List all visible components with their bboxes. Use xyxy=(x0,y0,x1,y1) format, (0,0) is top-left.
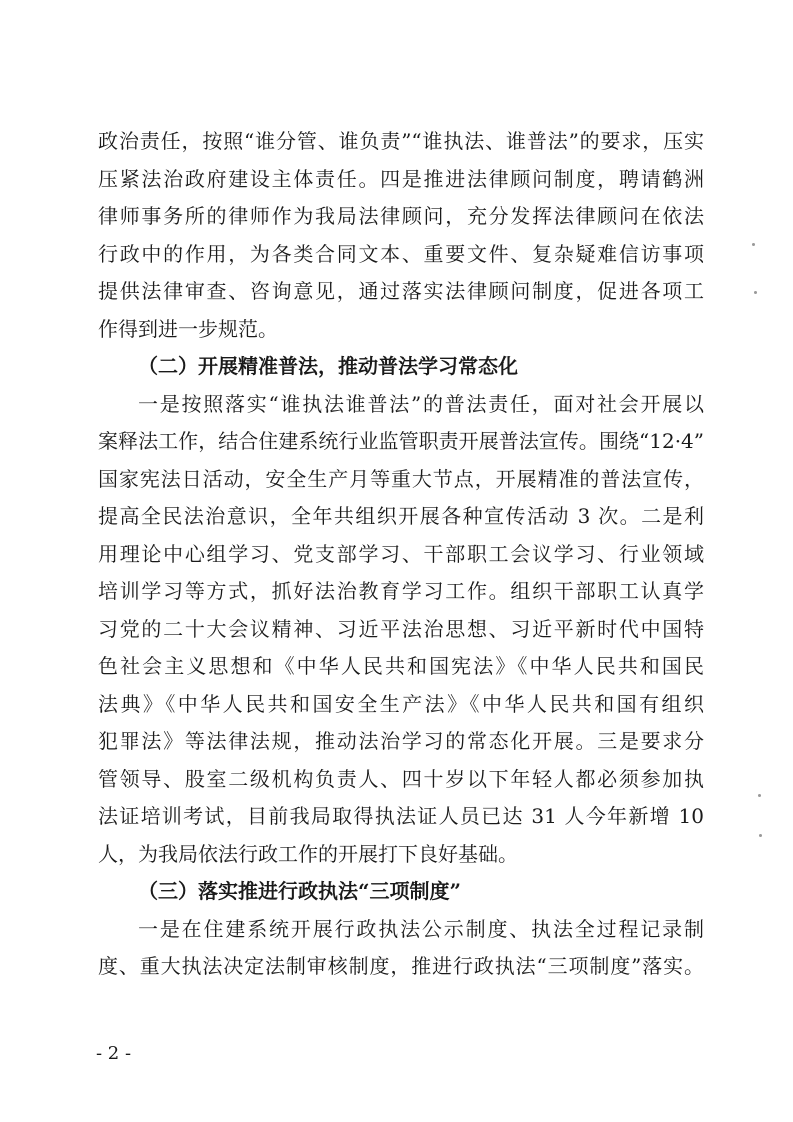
text-line: 律师事务所的律师作为我局法律顾问，充分发挥法律顾问在依法 xyxy=(98,204,704,228)
section-heading: （三）落实推进行政执法“三项制度” xyxy=(138,879,462,903)
text-line: 度、重大执法决定法制审核制度，推进行政执法“三项制度”落实。 xyxy=(98,954,704,978)
text-line: 犯罪法》等法律法规，推动法治学习的常态化开展。三是要求分 xyxy=(98,729,704,753)
text-line: 一是按照落实“谁执法谁普法”的普法责任，面对社会开展以 xyxy=(138,391,704,416)
text-line: 行政中的作用，为各类合同文本、重要文件、复杂疑难信访事项 xyxy=(98,241,704,266)
text-line: 压紧法治政府建设主体责任。四是推进法律顾问制度，聘请鹤洲 xyxy=(98,166,704,191)
text-line: 色社会主义思想和《中华人民共和国宪法》《中华人民共和国民 xyxy=(98,654,704,678)
text-line: 培训学习等方式，抓好法治教育学习工作。组织干部职工认真学 xyxy=(98,579,704,603)
text-line: 作得到进一步规范。 xyxy=(98,316,278,341)
text-line: 人，为我局依法行政工作的开展打下良好基础。 xyxy=(98,841,518,866)
text-line: 提高全民法治意识，全年共组织开展各种宣传活动 3 次。二是利 xyxy=(98,504,704,528)
text-line: 一是在住建系统开展行政执法公示制度、执法全过程记录制 xyxy=(138,916,704,941)
text-line: 用理论中心组学习、党支部学习、干部职工会议学习、行业领域 xyxy=(98,541,704,566)
scan-speck xyxy=(754,291,757,294)
text-line: 法证培训考试，目前我局取得执法证人员已达 31 人今年新增 10 xyxy=(98,804,704,828)
section-heading: （二）开展精准普法，推动普法学习常态化 xyxy=(138,354,518,378)
text-line: 案释法工作，结合住建系统行业监管职责开展普法宣传。围绕“12·4” xyxy=(98,429,704,453)
text-line: 提供法律审查、咨询意见，通过落实法律顾问制度，促进各项工 xyxy=(98,279,704,303)
text-line: 习党的二十大会议精神、习近平法治思想、习近平新时代中国特 xyxy=(98,616,704,641)
page-number: - 2 - xyxy=(96,1043,132,1064)
body-text xyxy=(98,123,704,986)
scan-speck xyxy=(759,834,762,837)
scan-speck xyxy=(758,794,761,797)
text-line: 管领导、股室二级机构负责人、四十岁以下年轻人都必须参加执 xyxy=(98,766,704,791)
scan-speck xyxy=(752,243,755,246)
text-line: 法典》《中华人民共和国安全生产法》《中华人民共和国有组织 xyxy=(98,691,704,716)
text-line: 国家宪法日活动，安全生产月等重大节点，开展精准的普法宣传， xyxy=(98,466,704,491)
text-line: 政治责任，按照“谁分管、谁负责”“谁执法、谁普法”的要求，压实 xyxy=(98,129,704,153)
